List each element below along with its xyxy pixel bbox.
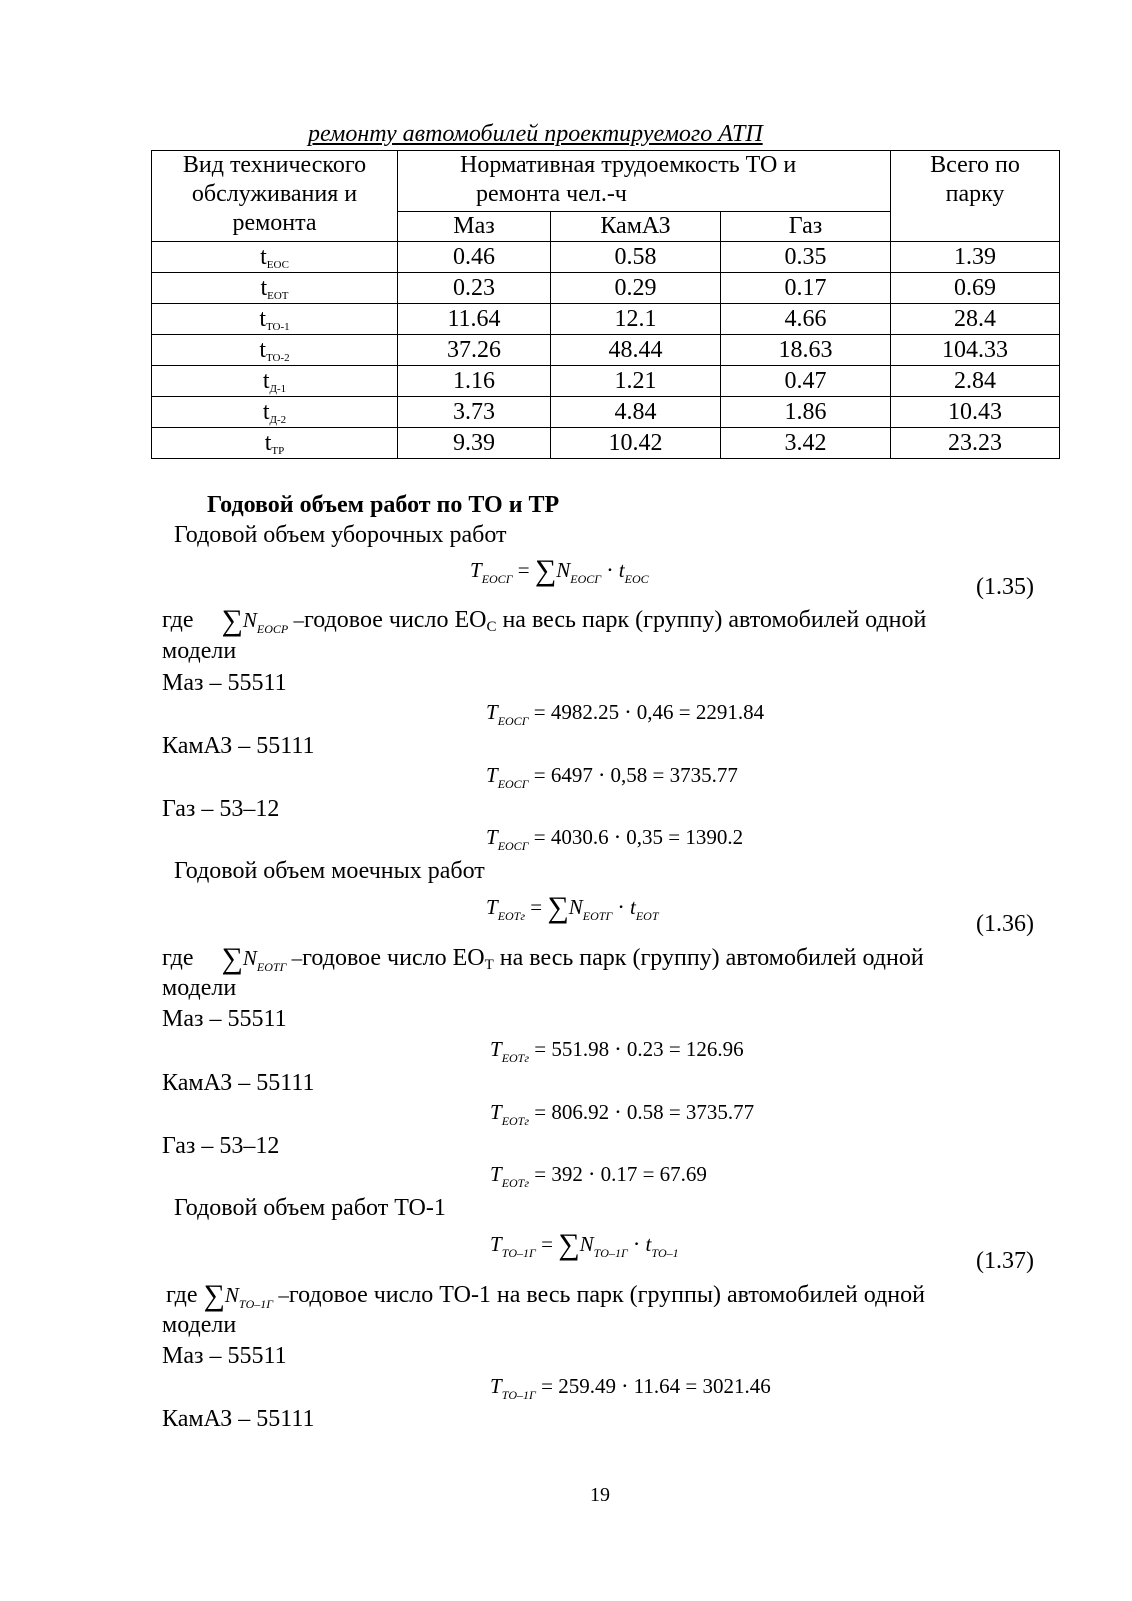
eot-model-gaz: Газ – 53–12 <box>162 1133 280 1159</box>
norm-table <box>151 150 1060 459</box>
eoc-model-kamaz: КамАЗ – 55111 <box>162 733 315 759</box>
to1-formula: $T_{ТО-1Г} = \sum N_{ТО-1Г} \cdot t_{ТО-1}$ <box>490 1228 679 1261</box>
cell-maz: 9.39 <box>398 428 551 459</box>
eoc-title: Годовой объем уборочных работ <box>174 522 507 548</box>
header-maz: Маз <box>398 212 551 242</box>
row-param: $t_{ТО-1}$ <box>152 304 398 335</box>
to1-eq-number: (1.37) <box>976 1248 1034 1274</box>
eot-calc-kamaz: $T_{ЕОТг} = 806.92 \cdot 0.58 = 3735.77$ <box>490 1100 755 1128</box>
cell-gaz: 3.42 <box>721 428 891 459</box>
cell-maz: 0.23 <box>398 273 551 304</box>
cell-maz: 37.26 <box>398 335 551 366</box>
to1-title: Годовой объем работ ТО-1 <box>174 1195 446 1221</box>
cell-maz: 0.46 <box>398 242 551 273</box>
cell-gaz: 0.17 <box>721 273 891 304</box>
eoc-model-maz: Маз – 55511 <box>162 670 287 696</box>
table-row <box>152 304 1060 335</box>
cell-total: 0.69 <box>891 273 1060 304</box>
eot-formula: $T_{ЕОТг} = \sum N_{ЕОТГ} \cdot t_{ЕОТ}$ <box>486 891 659 924</box>
eoc-formula: $T_{ЕОСГ} = \sum N_{ЕОСГ} \cdot t_{ЕОС}$ <box>470 554 649 587</box>
row-param: $t_{ЕОС}$ <box>152 242 398 273</box>
cell-total: 10.43 <box>891 397 1060 428</box>
cell-total: 23.23 <box>891 428 1060 459</box>
cell-maz: 11.64 <box>398 304 551 335</box>
page-number: 19 <box>590 1484 610 1506</box>
cell-gaz: 4.66 <box>721 304 891 335</box>
cell-kamaz: 1.21 <box>551 366 721 397</box>
table-row <box>152 335 1060 366</box>
eoc-where-line: где $\sum N_{ЕОСР}$ –годовое число $ЕО_С$ на весь парк (группу) автомобилей одной <box>162 604 927 637</box>
row-param: $t_{Д-2}$ <box>152 397 398 428</box>
table-row <box>152 242 1060 273</box>
eot-eq-number: (1.36) <box>976 911 1034 937</box>
cell-total: 1.39 <box>891 242 1060 273</box>
eot-where-line: где $\sum N_{ЕОТГ}$ –годовое число $ЕО_Т$ на весь парк (группу) автомобилей одной <box>162 942 924 975</box>
table-caption: ремонту автомобилей проектируемого АТП <box>308 121 763 147</box>
cell-gaz: 0.35 <box>721 242 891 273</box>
row-param: $t_{ЕОТ}$ <box>152 273 398 304</box>
eot-where-cont: модели <box>162 975 237 1001</box>
table-row <box>152 366 1060 397</box>
to1-model-maz: Маз – 55511 <box>162 1343 287 1369</box>
eoc-calc-kamaz: $T_{ЕОСГ} = 6497 \cdot 0,58 = 3735.77$ <box>486 763 738 791</box>
cell-total: 104.33 <box>891 335 1060 366</box>
eot-calc-maz: $T_{ЕОТг} = 551.98 \cdot 0.23 = 126.96$ <box>490 1037 744 1065</box>
row-param: $t_{ТО-2}$ <box>152 335 398 366</box>
cell-total: 28.4 <box>891 304 1060 335</box>
cell-kamaz: 0.29 <box>551 273 721 304</box>
eoc-calc-maz: $T_{ЕОСГ} = 4982.25 \cdot 0,46 = 2291.84$ <box>486 700 765 728</box>
eoc-model-gaz: Газ – 53–12 <box>162 796 280 822</box>
cell-gaz: 18.63 <box>721 335 891 366</box>
cell-kamaz: 48.44 <box>551 335 721 366</box>
to1-where-line: где $\sum N_{ТО-1Г}$ –годовое число ТО-1 на весь парк (группы) автомобилей одной <box>166 1279 925 1312</box>
eot-model-kamaz: КамАЗ – 55111 <box>162 1070 315 1096</box>
cell-kamaz: 4.84 <box>551 397 721 428</box>
header-gaz: Газ <box>721 212 891 242</box>
eoc-eq-number: (1.35) <box>976 574 1034 600</box>
eot-calc-gaz: $T_{ЕОТг} = 392 \cdot 0.17 = 67.69$ <box>490 1162 707 1190</box>
to1-model-kamaz: КамАЗ – 55111 <box>162 1406 315 1432</box>
cell-total: 2.84 <box>891 366 1060 397</box>
table-row <box>152 428 1060 459</box>
cell-kamaz: 12.1 <box>551 304 721 335</box>
to1-calc-maz: $T_{ТО-1Г} = 259.49 \cdot 11.64 = 3021.46$ <box>490 1374 771 1402</box>
header-norm-labor: Нормативная трудоемкость ТО и ремонта чел.-ч <box>398 151 891 212</box>
cell-maz: 3.73 <box>398 397 551 428</box>
table-row <box>152 273 1060 304</box>
header-total: Всего по парку <box>891 151 1060 242</box>
cell-gaz: 1.86 <box>721 397 891 428</box>
eot-title: Годовой объем моечных работ <box>174 858 485 884</box>
eot-model-maz: Маз – 55511 <box>162 1006 287 1032</box>
eoc-where-cont: модели <box>162 638 237 664</box>
row-param: $t_{ТР}$ <box>152 428 398 459</box>
cell-kamaz: 0.58 <box>551 242 721 273</box>
to1-where-cont: модели <box>162 1312 237 1338</box>
row-param: $t_{Д-1}$ <box>152 366 398 397</box>
cell-maz: 1.16 <box>398 366 551 397</box>
cell-kamaz: 10.42 <box>551 428 721 459</box>
cell-gaz: 0.47 <box>721 366 891 397</box>
header-kamaz: КамАЗ <box>551 212 721 242</box>
header-service-type: Вид технического обслуживания и ремонта <box>152 151 398 242</box>
eoc-calc-gaz: $T_{ЕОСГ} = 4030.6 \cdot 0,35 = 1390.2$ <box>486 825 744 853</box>
table-row <box>152 397 1060 428</box>
section-heading: Годовой объем работ по ТО и ТР <box>207 492 560 518</box>
